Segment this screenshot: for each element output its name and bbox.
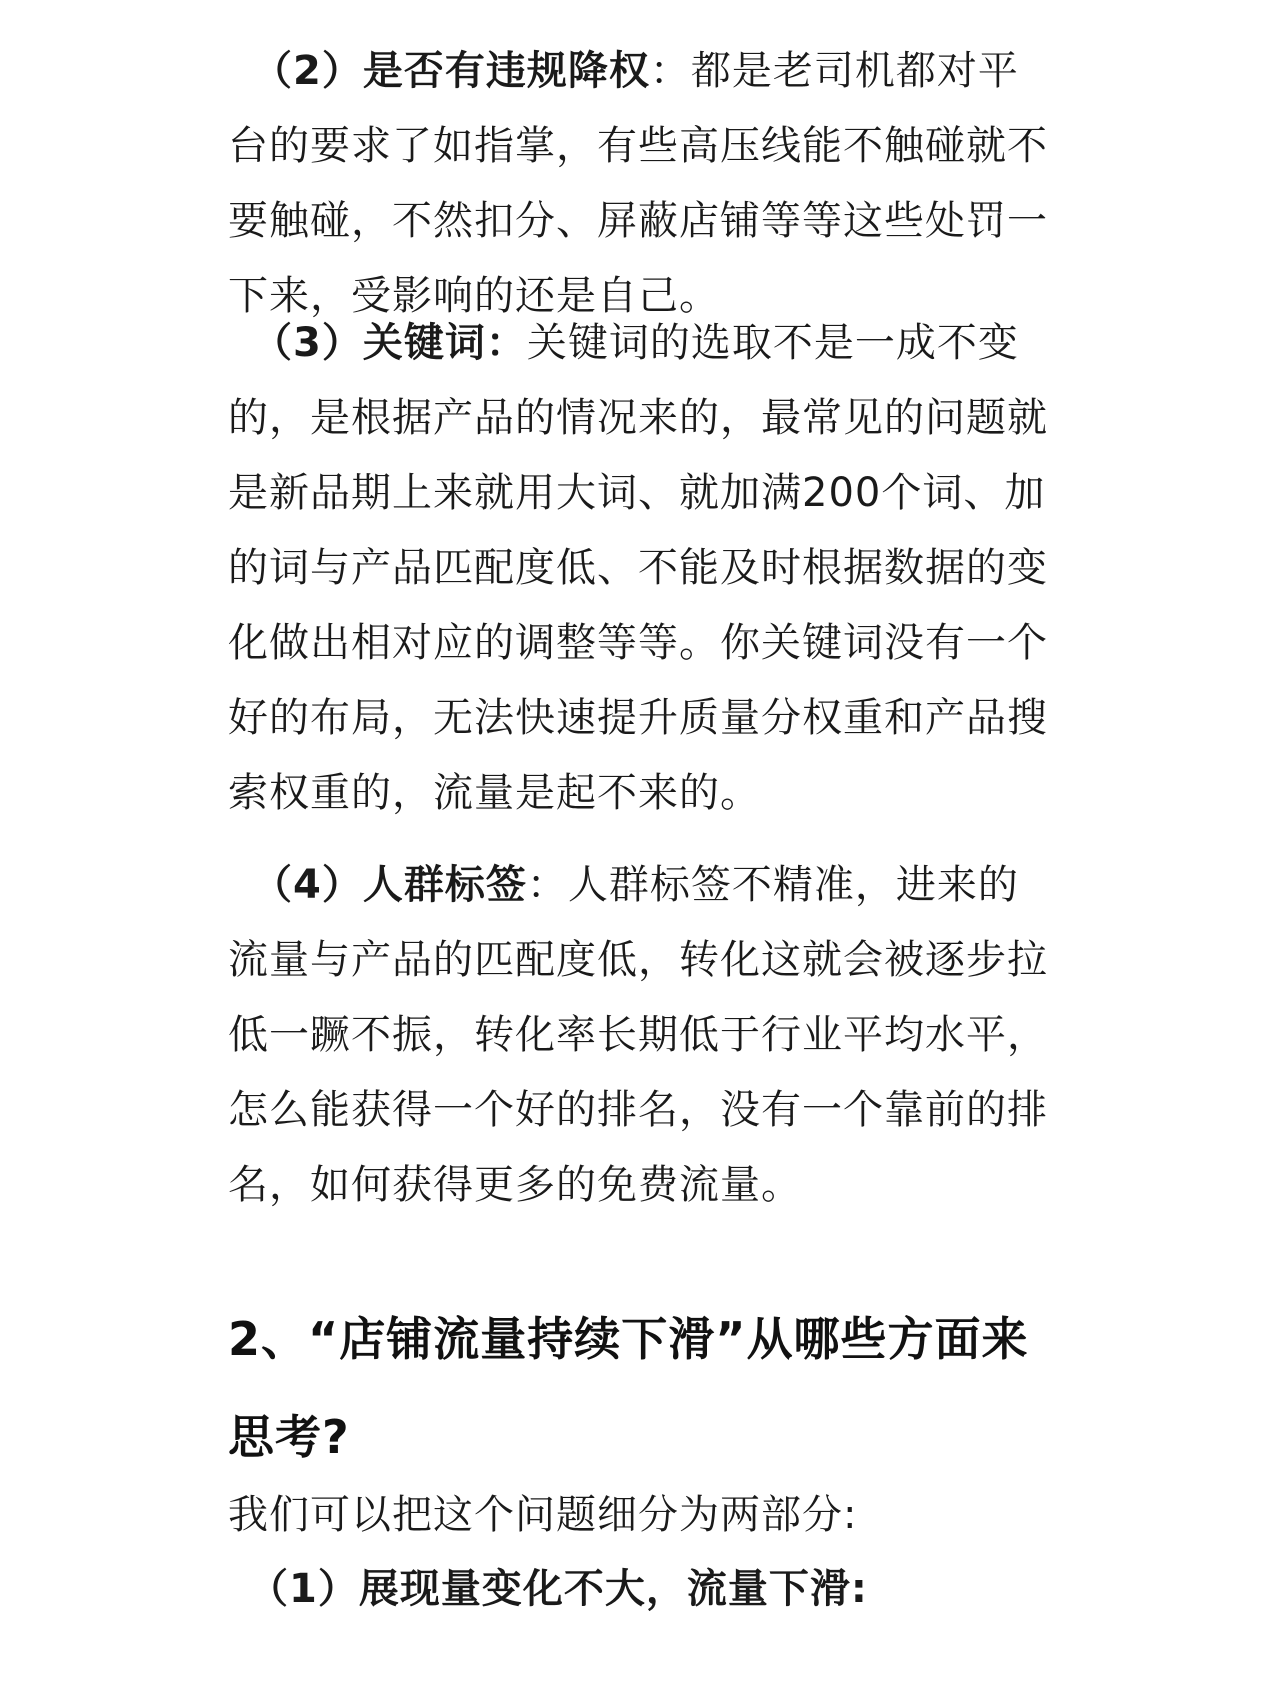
section-intro: 我们可以把这个问题细分为两部分: [228, 1492, 858, 1538]
paragraph-violation-penalty [228, 34, 1058, 334]
paragraph-body: 关键词的选取不是一成不变的，是根据产品的情况来的，最常见的问题就是新品期上来就用大词、就加满200个词、加的词与产品匹配度低、不能及时根据数据的变化做出相对应的调整等等。你关键词没有一个好的布局，无法快速提升质量分权重和产品搜索权重的，流量是起不来的。 [228, 320, 1048, 816]
subsection-heading [228, 1552, 1058, 1627]
paragraph-lead: （4）人群标签 [252, 862, 527, 908]
paragraph-lead: （2）是否有违规降权 [252, 48, 650, 94]
paragraph-keywords [228, 306, 1058, 831]
subsection-heading-text: （1）展现量变化不大，流量下滑: [248, 1566, 868, 1612]
paragraph-body: ：都是老司机都对平台的要求了如指掌，有些高压线能不触碰就不要触碰，不然扣分、屏蔽店铺等等这些处罚一下来，受影响的还是自己。 [228, 48, 1048, 319]
paragraph-lead: （3）关键词： [252, 320, 527, 366]
section-heading: 2、“店铺流量持续下滑”从哪些方面来思考? [228, 1312, 1029, 1464]
paragraph-audience-tags [228, 848, 1058, 1223]
paragraph-body: ：人群标签不精准，进来的流量与产品的匹配度低，转化这就会被逐步拉低一蹶不振，转化率长期低于行业平均水平，怎么能获得一个好的排名，没有一个靠前的排名，如何获得更多的免费流量。 [228, 862, 1048, 1208]
